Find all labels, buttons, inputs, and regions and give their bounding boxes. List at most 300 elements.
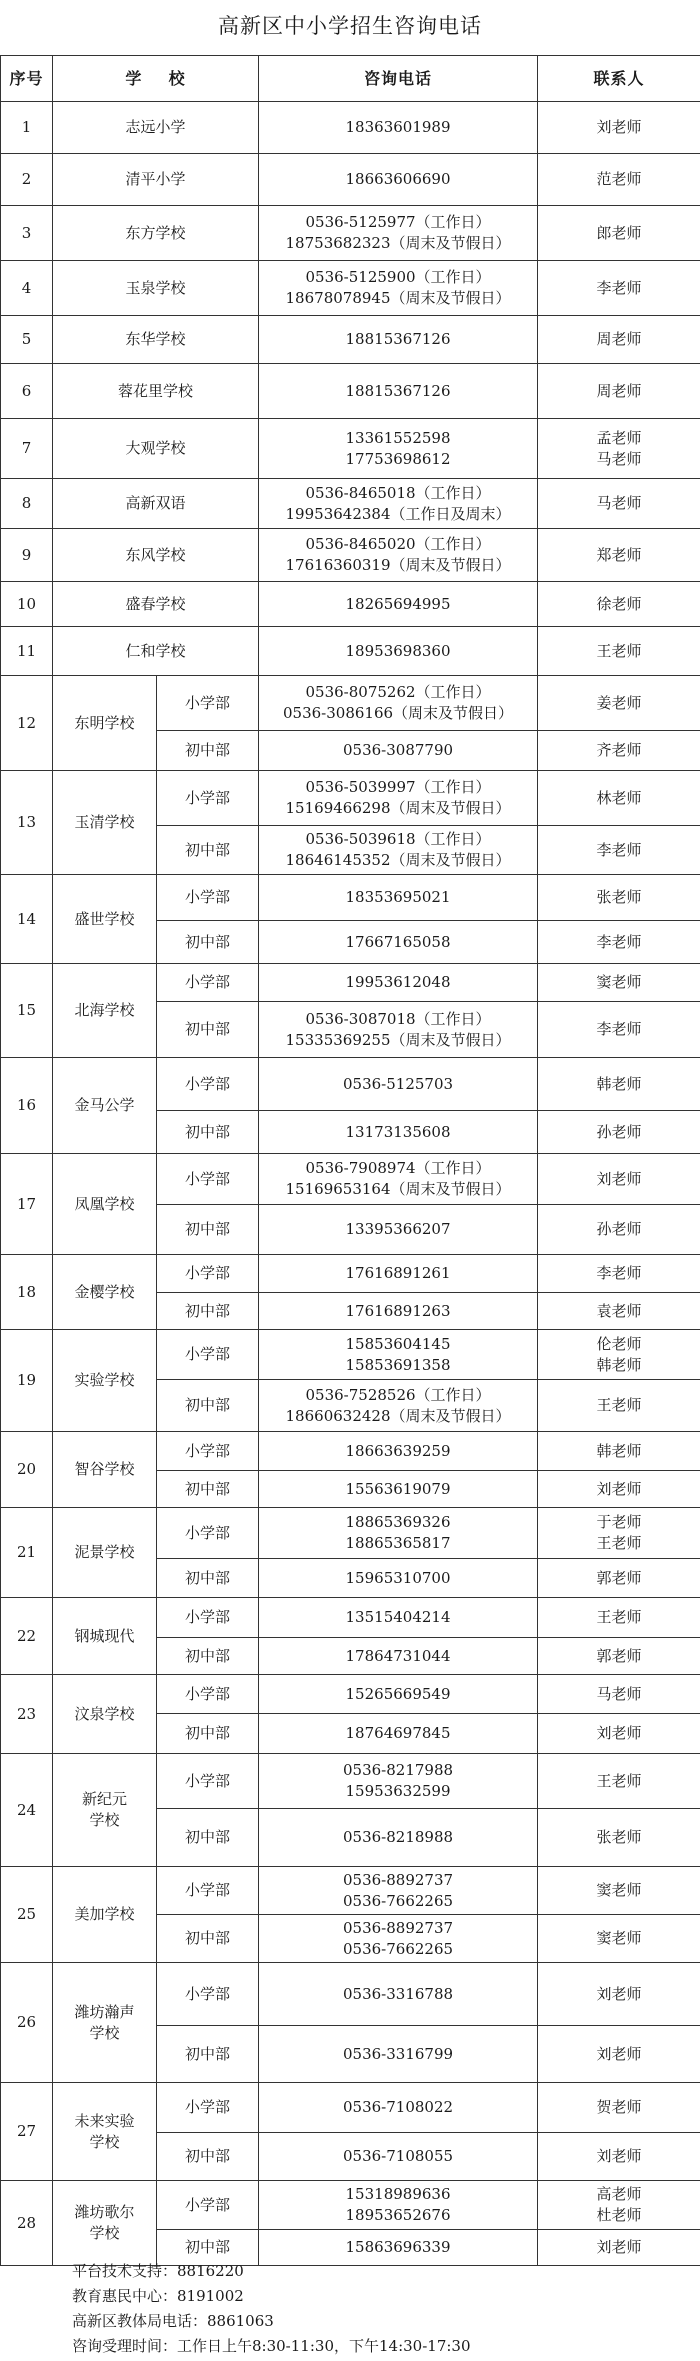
- phone-cell-line: 15265669549: [345, 1684, 451, 1703]
- row-no: 17: [1, 1154, 53, 1255]
- contact-cell-line: 郎老师: [596, 223, 642, 242]
- phone-cell-line: 0536-7908974（工作日）: [305, 1159, 491, 1177]
- phone-cell-line: 18953652676: [345, 2206, 451, 2224]
- phone-cell: [259, 1058, 538, 1111]
- dept-name: 初中部: [157, 1809, 259, 1867]
- phone-cell: [259, 1380, 538, 1432]
- phone-cell: [259, 1638, 538, 1675]
- phone-cell-line: 15853604145: [345, 1334, 451, 1353]
- contact-cell: [538, 1002, 700, 1058]
- phone-cell-line: 13395366207: [345, 1220, 451, 1238]
- contact-cell: [538, 1598, 700, 1638]
- row-no: 21: [1, 1508, 53, 1598]
- phone-cell-line: 18663639259: [345, 1441, 451, 1460]
- phone-cell-line: 17616891261: [345, 1264, 451, 1282]
- phone-cell-line: 18764697845: [345, 1724, 451, 1742]
- contact-cell: [538, 1754, 700, 1809]
- school-name-line: 智谷学校: [74, 1460, 135, 1478]
- phone-cell-line: 0536-8218988: [342, 1828, 454, 1846]
- phone-cell-line: 0536-7108022: [342, 2098, 454, 2116]
- phone-cell-line: 18678078945（周末及节假日）: [285, 289, 511, 307]
- phone-cell: [259, 1867, 538, 1915]
- table-row: [1, 1754, 700, 1809]
- phone-cell: [259, 529, 538, 582]
- dept-name: 小学部: [157, 1754, 259, 1809]
- phone-cell: [259, 964, 538, 1002]
- phone-cell: [259, 316, 538, 364]
- contact-cell-line: 齐老师: [596, 741, 642, 759]
- dept-name: 初中部: [157, 1111, 259, 1154]
- contact-cell: [538, 582, 700, 627]
- table-row: [1, 771, 700, 826]
- phone-cell: [259, 1754, 538, 1809]
- phone-cell-line: 15169466298（周末及节假日）: [285, 799, 511, 817]
- school-name: [53, 2181, 157, 2266]
- phone-cell-line: 0536-8217988: [342, 1761, 454, 1779]
- contact-cell-line: 姜老师: [596, 693, 642, 712]
- row-no: 1: [1, 102, 53, 154]
- contact-cell-line: 窦老师: [596, 1881, 642, 1899]
- dept-name: 小学部: [157, 1330, 259, 1380]
- school-name-line: 北海学校: [74, 1001, 135, 1019]
- phone-cell-line: 18815367126: [345, 381, 451, 400]
- school-name-line: 钢城现代: [74, 1626, 135, 1645]
- contact-cell: [538, 771, 700, 826]
- contact-cell-line: 李老师: [596, 1020, 642, 1038]
- row-no: 20: [1, 1432, 53, 1508]
- contact-cell-line: 林老师: [596, 788, 642, 807]
- table-row: [1, 1598, 700, 1638]
- dept-name: 小学部: [157, 964, 259, 1002]
- phone-cell-line: 0536-7108055: [342, 2147, 454, 2165]
- contact-cell: [538, 1205, 700, 1255]
- phone-cell: [259, 1255, 538, 1293]
- row-no: 6: [1, 364, 53, 419]
- phone-cell: [259, 1598, 538, 1638]
- phone-cell: [259, 419, 538, 479]
- footer-service-hours: 咨询受理时间：工作日上午8:30-11:30，下午14:30-17:30: [72, 2337, 471, 2355]
- phone-cell: [259, 1205, 538, 1255]
- contact-cell-line: 马老师: [596, 494, 642, 512]
- contact-cell-line: 郭老师: [596, 1646, 642, 1665]
- dept-name: 小学部: [157, 1154, 259, 1205]
- table-row: [1, 964, 700, 1002]
- school-name-line: 学校: [89, 2224, 120, 2242]
- row-no: 28: [1, 2181, 53, 2266]
- phone-cell: [259, 2181, 538, 2230]
- school-name-line: 泥景学校: [74, 1543, 135, 1561]
- contact-cell: [538, 316, 700, 364]
- phone-cell-line: 17753698612: [345, 449, 451, 468]
- phone-cell: [259, 826, 538, 875]
- phone-cell: [259, 875, 538, 921]
- dept-name: 小学部: [157, 1675, 259, 1714]
- footer-tech-support: 平台技术支持：8816220: [72, 2262, 244, 2280]
- contact-cell-line: 王老师: [596, 1534, 642, 1552]
- phone-cell: [259, 479, 538, 529]
- dept-name: 初中部: [157, 2026, 259, 2083]
- phone-cell-line: 15965310700: [345, 1568, 451, 1587]
- contact-cell-line: 伦老师: [596, 1334, 642, 1353]
- phone-cell-line: 0536-8075262（工作日）: [305, 683, 491, 701]
- contact-cell: [538, 826, 700, 875]
- dept-name: 初中部: [157, 731, 259, 771]
- phone-cell-line: 15863696339: [345, 2238, 451, 2256]
- phone-cell-line: 0536-7662265: [342, 1891, 454, 1910]
- phone-cell: [259, 102, 538, 154]
- contact-cell: [538, 1915, 700, 1963]
- school-name: [53, 1675, 157, 1754]
- table-row: [1, 1330, 700, 1380]
- contact-cell-line: 贺老师: [596, 2098, 642, 2116]
- phone-cell: [259, 1915, 538, 1963]
- row-no: 15: [1, 964, 53, 1058]
- contact-cell: [538, 1330, 700, 1380]
- row-no: 5: [1, 316, 53, 364]
- dept-name: 初中部: [157, 1915, 259, 1963]
- contact-cell: [538, 1058, 700, 1111]
- phone-cell: [259, 1675, 538, 1714]
- contact-cell-line: 李老师: [596, 932, 642, 951]
- page-title: 高新区中小学招生咨询电话: [218, 14, 482, 38]
- phone-cell-line: 15169653164（周末及节假日）: [285, 1180, 511, 1198]
- table-row: [1, 1154, 700, 1205]
- table-row: [1, 2083, 700, 2133]
- footer-info: [72, 2259, 692, 2359]
- dept-name: 初中部: [157, 2133, 259, 2181]
- table-row: [1, 1963, 700, 2026]
- contact-cell-line: 韩老师: [596, 1355, 642, 1374]
- contact-cell-line: 杜老师: [596, 2206, 642, 2224]
- dept-name: 小学部: [157, 2083, 259, 2133]
- contact-cell: [538, 1559, 700, 1598]
- table-row: [1, 627, 700, 676]
- row-no: 3: [1, 206, 53, 261]
- contact-cell: [538, 1963, 700, 2026]
- school-name: 仁和学校: [53, 627, 259, 676]
- contact-cell-line: 王老师: [596, 1771, 642, 1790]
- dept-name: 初中部: [157, 1380, 259, 1432]
- school-name: 大观学校: [53, 419, 259, 479]
- contact-cell-line: 高老师: [596, 2185, 642, 2203]
- school-name-line: 潍坊歌尔: [74, 2203, 135, 2221]
- phone-cell: [259, 1714, 538, 1754]
- phone-cell-line: 18953698360: [345, 641, 451, 660]
- contact-cell-line: 韩老师: [596, 1441, 642, 1460]
- school-name: [53, 1432, 157, 1508]
- table-header-row: [1, 56, 700, 102]
- phone-cell-line: 0536-5125703: [342, 1074, 454, 1093]
- contact-cell: [538, 261, 700, 316]
- contact-cell: [538, 1255, 700, 1293]
- phone-cell-line: 15853691358: [345, 1355, 451, 1374]
- phone-cell-line: 13515404214: [345, 1608, 451, 1626]
- school-name-line: 新纪元: [81, 1790, 127, 1808]
- row-no: 11: [1, 627, 53, 676]
- school-name: [53, 1058, 157, 1154]
- table-row: [1, 206, 700, 261]
- contact-cell-line: 韩老师: [596, 1074, 642, 1093]
- phone-cell-line: 0536-3087018（工作日）: [305, 1009, 491, 1028]
- phone-cell-line: 19953642384（工作日及周末）: [285, 504, 511, 523]
- school-name-line: 金马公学: [74, 1096, 135, 1114]
- contact-cell: [538, 364, 700, 419]
- school-name-line: 玉清学校: [74, 813, 135, 831]
- school-name: 清平小学: [53, 154, 259, 206]
- dept-name: 小学部: [157, 771, 259, 826]
- contact-cell: [538, 1380, 700, 1432]
- phone-cell: [259, 771, 538, 826]
- contact-cell-line: 郭老师: [596, 1568, 642, 1587]
- school-name-line: 美加学校: [74, 1905, 135, 1923]
- phone-cell: [259, 1471, 538, 1508]
- phone-cell: [259, 1111, 538, 1154]
- phone-cell-line: 0536-3316799: [342, 2044, 454, 2063]
- row-no: 10: [1, 582, 53, 627]
- school-name-line: 未来实验: [74, 2111, 135, 2130]
- school-name: [53, 1154, 157, 1255]
- school-name-line: 金樱学校: [74, 1282, 135, 1301]
- phone-cell: [259, 1330, 538, 1380]
- contact-cell-line: 马老师: [596, 1684, 642, 1703]
- contact-cell-line: 王老师: [596, 641, 642, 660]
- header-no: 序号: [1, 56, 53, 102]
- table-row: [1, 364, 700, 419]
- table-row: [1, 419, 700, 479]
- contact-cell: [538, 2026, 700, 2083]
- phone-cell: [259, 364, 538, 419]
- phone-cell-line: 0536-5125977（工作日）: [305, 213, 491, 231]
- school-name: 东方学校: [53, 206, 259, 261]
- contact-cell: [538, 964, 700, 1002]
- school-name: 盛春学校: [53, 582, 259, 627]
- phone-cell-line: 0536-7662265: [342, 1939, 454, 1958]
- phone-cell-line: 18865365817: [345, 1534, 451, 1552]
- row-no: 24: [1, 1754, 53, 1867]
- header-school: 学 校: [53, 56, 259, 102]
- dept-name: 初中部: [157, 1714, 259, 1754]
- phone-cell-line: 18353695021: [345, 888, 451, 906]
- phone-cell-line: 15563619079: [345, 1479, 451, 1498]
- contact-cell-line: 马老师: [596, 449, 642, 468]
- row-no: 13: [1, 771, 53, 875]
- contact-cell-line: 张老师: [596, 888, 642, 906]
- phone-cell-line: 0536-3316788: [342, 1984, 454, 2003]
- table-row: [1, 1867, 700, 1915]
- phone-cell-line: 0536-8892737: [342, 1870, 454, 1889]
- contact-cell-line: 孟老师: [596, 428, 642, 447]
- table-row: [1, 261, 700, 316]
- contact-cell: [538, 419, 700, 479]
- contact-cell-line: 徐老师: [596, 594, 642, 613]
- phone-cell-line: 17667165058: [345, 932, 451, 951]
- school-name-line: 实验学校: [74, 1371, 135, 1389]
- row-no: 12: [1, 676, 53, 771]
- row-no: 23: [1, 1675, 53, 1754]
- contact-cell: [538, 627, 700, 676]
- phone-cell: [259, 1559, 538, 1598]
- contact-cell-line: 刘老师: [596, 118, 642, 136]
- school-name: [53, 1255, 157, 1330]
- contact-cell-line: 王老师: [596, 1396, 642, 1414]
- phone-cell-line: 18663606690: [345, 170, 451, 188]
- phone-cell: [259, 731, 538, 771]
- contact-cell: [538, 529, 700, 582]
- phone-cell: [259, 1963, 538, 2026]
- table-row: [1, 154, 700, 206]
- dept-name: 小学部: [157, 1508, 259, 1559]
- phone-cell: [259, 676, 538, 731]
- contact-cell-line: 周老师: [596, 381, 642, 400]
- contact-cell: [538, 1293, 700, 1330]
- school-name: [53, 2083, 157, 2181]
- school-name: [53, 1598, 157, 1675]
- dept-name: 小学部: [157, 676, 259, 731]
- contact-cell: [538, 1508, 700, 1559]
- row-no: 14: [1, 875, 53, 964]
- school-name: 高新双语: [53, 479, 259, 529]
- contact-cell: [538, 1714, 700, 1754]
- dept-name: 初中部: [157, 1002, 259, 1058]
- footer-bureau-phone: 高新区教体局电话：8861063: [72, 2312, 274, 2330]
- contact-cell-line: 刘老师: [596, 2147, 642, 2165]
- contact-cell: [538, 479, 700, 529]
- school-name-line: 学校: [89, 2023, 120, 2042]
- school-name: 玉泉学校: [53, 261, 259, 316]
- dept-name: 小学部: [157, 1598, 259, 1638]
- phone-cell: [259, 921, 538, 964]
- dept-name: 初中部: [157, 921, 259, 964]
- phone-cell-line: 19953612048: [345, 973, 451, 991]
- phone-cell: [259, 2133, 538, 2181]
- phone-cell-line: 13361552598: [345, 428, 451, 447]
- school-name-line: 汶泉学校: [74, 1704, 135, 1723]
- table-row: [1, 1508, 700, 1559]
- table-row: [1, 479, 700, 529]
- phone-cell: [259, 1809, 538, 1867]
- contact-cell-line: 刘老师: [596, 1479, 642, 1498]
- table-row: [1, 316, 700, 364]
- contact-cell-line: 刘老师: [596, 2238, 642, 2256]
- contact-cell: [538, 154, 700, 206]
- row-no: 18: [1, 1255, 53, 1330]
- school-name: 蓉花里学校: [53, 364, 259, 419]
- row-no: 4: [1, 261, 53, 316]
- row-no: 8: [1, 479, 53, 529]
- phone-cell-line: 18660632428（周末及节假日）: [285, 1406, 511, 1425]
- phone-cell: [259, 1002, 538, 1058]
- table-row: [1, 2181, 700, 2230]
- contact-cell: [538, 206, 700, 261]
- contact-cell-line: 于老师: [596, 1513, 642, 1531]
- phone-cell-line: 18753682323（周末及节假日）: [285, 234, 511, 252]
- dept-name: 初中部: [157, 1471, 259, 1508]
- school-name: [53, 1867, 157, 1963]
- row-no: 19: [1, 1330, 53, 1432]
- contact-cell-line: 窦老师: [596, 973, 642, 991]
- contact-cell-line: 周老师: [596, 330, 642, 348]
- dept-name: 初中部: [157, 1559, 259, 1598]
- table-row: [1, 1058, 700, 1111]
- phone-cell: [259, 206, 538, 261]
- dept-name: 初中部: [157, 1638, 259, 1675]
- phone-cell: [259, 1293, 538, 1330]
- phone-cell-line: 0536-8465020（工作日）: [305, 535, 491, 553]
- school-name: [53, 771, 157, 875]
- phone-cell-line: 18265694995: [345, 594, 451, 613]
- school-name: [53, 875, 157, 964]
- contact-cell: [538, 921, 700, 964]
- school-name-line: 学校: [89, 1811, 120, 1829]
- contact-cell-line: 郑老师: [596, 545, 642, 564]
- contact-cell-line: 孙老师: [596, 1220, 642, 1238]
- contact-cell-line: 刘老师: [596, 1984, 642, 2003]
- contact-cell-line: 窦老师: [596, 1929, 642, 1947]
- row-no: 7: [1, 419, 53, 479]
- phone-cell: [259, 627, 538, 676]
- phone-cell-line: 17616360319（周末及节假日）: [285, 556, 511, 574]
- phone-cell: [259, 1154, 538, 1205]
- header-contact: 联系人: [538, 56, 700, 102]
- row-no: 25: [1, 1867, 53, 1963]
- school-name: 东风学校: [53, 529, 259, 582]
- dept-name: 小学部: [157, 2181, 259, 2230]
- phone-cell-line: 0536-5039997（工作日）: [305, 778, 491, 796]
- contact-cell-line: 范老师: [596, 170, 642, 188]
- school-name-line: 盛世学校: [74, 909, 135, 928]
- dept-name: 初中部: [157, 1293, 259, 1330]
- phone-cell-line: 0536-7528526（工作日）: [305, 1385, 491, 1404]
- contact-cell: [538, 1154, 700, 1205]
- phone-cell-line: 18865369326: [345, 1513, 451, 1531]
- table-row: [1, 1255, 700, 1293]
- school-name-line: 东明学校: [74, 713, 135, 732]
- table-row: [1, 676, 700, 731]
- row-no: 22: [1, 1598, 53, 1675]
- contact-cell-line: 王老师: [596, 1608, 642, 1626]
- school-name-line: 凤凰学校: [74, 1194, 135, 1213]
- school-name: 志远小学: [53, 102, 259, 154]
- contact-cell-line: 李老师: [596, 840, 642, 859]
- table-body: [1, 102, 700, 2266]
- phone-cell: [259, 1508, 538, 1559]
- phone-cell: [259, 154, 538, 206]
- phone-cell-line: 18363601989: [345, 118, 451, 136]
- table-row: [1, 875, 700, 921]
- footer-service-center: 教育惠民中心：8191002: [72, 2287, 244, 2305]
- contact-cell: [538, 102, 700, 154]
- phone-cell: [259, 1432, 538, 1471]
- contact-cell-line: 张老师: [596, 1828, 642, 1846]
- school-name-line: 潍坊瀚声: [74, 2002, 135, 2021]
- header-phone: 咨询电话: [259, 56, 538, 102]
- phone-cell-line: 0536-8892737: [342, 1918, 454, 1937]
- contact-cell: [538, 875, 700, 921]
- phone-cell-line: 15318989636: [345, 2185, 451, 2203]
- phone-cell: [259, 261, 538, 316]
- school-name: [53, 1963, 157, 2083]
- school-name: 东华学校: [53, 316, 259, 364]
- row-no: 2: [1, 154, 53, 206]
- contact-cell: [538, 1675, 700, 1714]
- phone-cell-line: 15335369255（周末及节假日）: [285, 1030, 511, 1049]
- school-name-line: 学校: [89, 2132, 120, 2151]
- contact-cell-line: 刘老师: [596, 1724, 642, 1742]
- row-no: 9: [1, 529, 53, 582]
- dept-name: 小学部: [157, 1867, 259, 1915]
- phone-cell-line: 17864731044: [345, 1646, 451, 1665]
- table-row: [1, 582, 700, 627]
